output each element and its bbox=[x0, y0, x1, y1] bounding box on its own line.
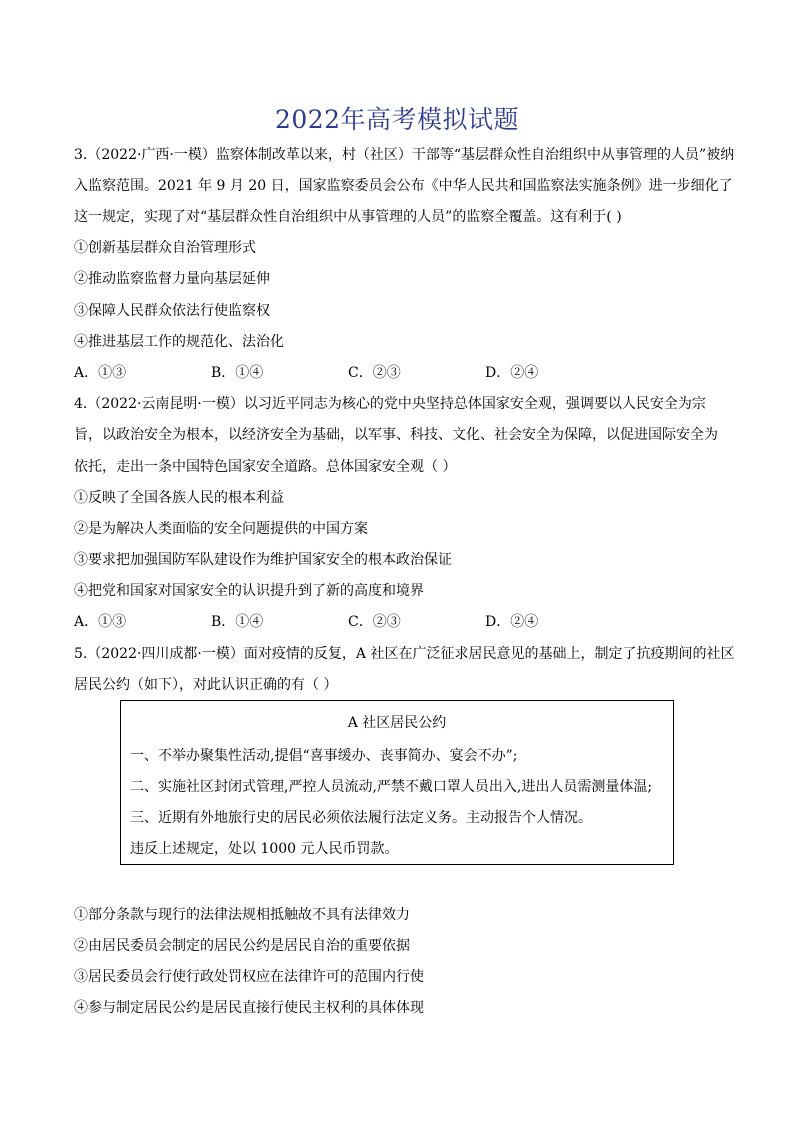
question-3-statement-4: ④推进基层工作的规范化、法治化 bbox=[74, 334, 284, 350]
question-5-statement-3: ③居民委员会行使行政处罚权应在法律许可的范围内行使 bbox=[74, 969, 424, 985]
convention-penalty: 违反上述规定，处以 1000 元人民币罚款。 bbox=[130, 841, 399, 857]
question-4-stem-line: 4.（2022·云南昆明·一模）以习近平同志为核心的党中央坚持总体国家安全观，强调要以人民安全为宗 bbox=[74, 396, 706, 412]
question-5-stem-line: 5.（2022·四川成都·一模）面对疫情的反复，A 社区在广泛征求居民意见的基础上，制定了抗疫期间的社区 bbox=[74, 646, 735, 662]
question-3-stem-line: 入监察范围。2021 年 9 月 20 日，国家监察委员会公布《中华人民共和国监察法实施条例》进一步细化了 bbox=[74, 178, 733, 194]
option-c[interactable]: C．②③ bbox=[348, 365, 401, 381]
convention-clause-2: 二、实施社区封闭式管理,严控人员流动,严禁不戴口罩人员出入,进出人员需测量体温; bbox=[130, 779, 653, 795]
option-b[interactable]: B．①④ bbox=[211, 365, 264, 381]
question-4-stem-line: 旨，以政治安全为根本，以经济安全为基础，以军事、科技、文化、社会安全为保障，以促进国际安全为 bbox=[74, 427, 718, 443]
question-4-statement-1: ①反映了全国各族人民的根本利益 bbox=[74, 490, 284, 506]
question-4-statement-3: ③要求把加强国防军队建设作为维护国家安全的根本政治保证 bbox=[74, 552, 452, 568]
option-b[interactable]: B．①④ bbox=[211, 614, 264, 630]
question-4-stem-line: 依托，走出一条中国特色国家安全道路。总体国家安全观（ ） bbox=[74, 459, 457, 475]
option-d[interactable]: D．②④ bbox=[485, 614, 539, 630]
option-a[interactable]: A．①③ bbox=[74, 614, 127, 630]
question-4-statement-4: ④把党和国家对国家安全的认识提升到了新的高度和境界 bbox=[74, 583, 424, 599]
question-3-statement-1: ①创新基层群众自治管理形式 bbox=[74, 240, 256, 256]
option-c[interactable]: C．②③ bbox=[348, 614, 401, 630]
community-convention-box bbox=[120, 700, 674, 865]
question-4-statement-2: ②是为解决人类面临的安全问题提供的中国方案 bbox=[74, 521, 368, 537]
question-3-statement-3: ③保障人民群众依法行使监察权 bbox=[74, 303, 270, 319]
page-title: 2022年高考模拟试题 bbox=[274, 105, 520, 134]
convention-clause-1: 一、不举办聚集性活动,提倡“喜事缓办、丧事简办、宴会不办”; bbox=[130, 748, 518, 764]
question-5-statement-4: ④参与制定居民公约是居民直接行使民主权利的具体体现 bbox=[74, 1000, 424, 1016]
question-3-statement-2: ②推动监察监督力量向基层延伸 bbox=[74, 271, 270, 287]
option-a[interactable]: A．①③ bbox=[74, 365, 127, 381]
question-5-statement-1: ①部分条款与现行的法律法规相抵触故不具有法律效力 bbox=[74, 907, 410, 923]
convention-clause-3: 三、近期有外地旅行史的居民必须依法履行法定义务。主动报告个人情况。 bbox=[130, 810, 592, 826]
question-3-stem-line: 3.（2022·广西·一模）监察体制改革以来，村（社区）干部等“基层群众性自治组织中从事管理的人员”被纳 bbox=[74, 147, 735, 163]
question-5-statement-2: ②由居民委员会制定的居民公约是居民自治的重要依据 bbox=[74, 938, 410, 954]
question-5-stem-line: 居民公约（如下），对此认识正确的有（ ） bbox=[74, 677, 338, 693]
question-3-stem-line: 这一规定，实现了对“基层群众性自治组织中从事管理的人员”的监察全覆盖。这有利于( ) bbox=[74, 209, 622, 225]
option-d[interactable]: D．②④ bbox=[485, 365, 539, 381]
convention-title: A 社区居民公约 bbox=[347, 715, 447, 731]
